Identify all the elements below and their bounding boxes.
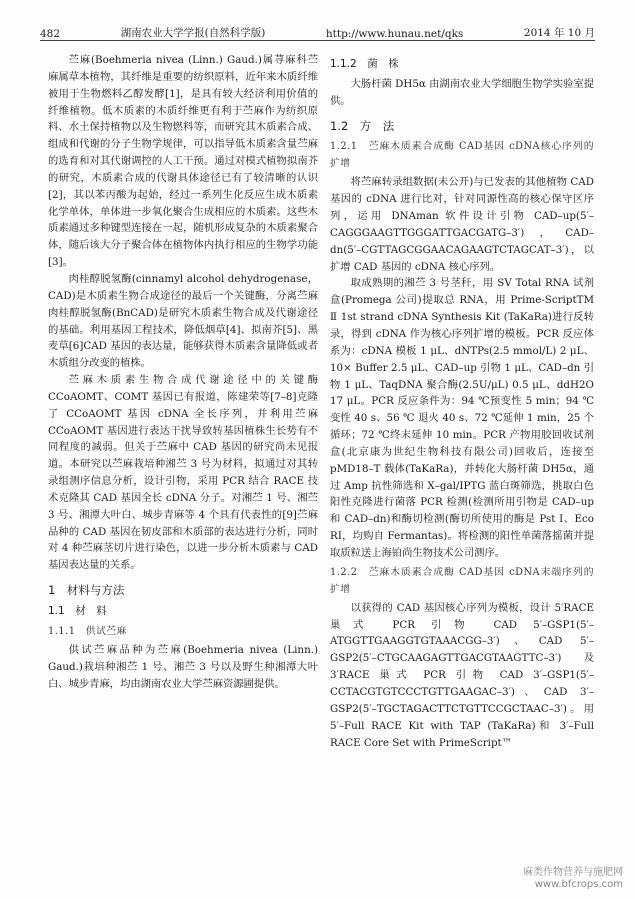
intro-paragraph-1: 苎麻(Boehmeria nivea (Linn.) Gaud.)属荨麻科苎麻属草本植物，其纤维是重要的纺织原料，近年来木质纤维被用于生物燃料乙醇发酵[1]，是具有较大经济利用价值的纤维植物。低木质素的木质纤维更有利于苎麻作为纺织原料、水土保持植物以及生物燃料等，而研究其木质素合成、组成和代谢的分子生物学规律，可以指导低木质素含量苎麻的选育和对其代谢调控的人工干预。通过对模式植物拟南芥的研究，木质素合成的代谢具体途径已有了较清晰的认识[2]，其以苯丙酸为起始，经过一系列生化反应生成木质素化学单体，单体进一步氧化聚合生成相应的木质素。这些木质素通过多种键型连接在一起，随机形成复杂的木质素聚合体，随后该大分子聚合体在植物体内执行相应的生物学功能[3]。: [48, 54, 318, 269]
watermark-line-2: www.bfcrops.com: [534, 879, 623, 890]
watermark: [523, 867, 623, 891]
paragraph-1-2-2: 以获得的 CAD 基因核心序列为模板，设计 5′RACE 巢式 PCR 引物 CAD 5′–GSP1(5′–ATGGTTGAAGGTGTAAACGG–3′)、CAD 5′–GSP2(5′–CTGCAAGAGTTGACGTAAGTTC–3′)及 3′RACE 巢式 PCR 引物 CAD 3′–GSP1(5′–CCTACGTGTCCCTGTTGAAGAC–3′)、CAD 3′–GSP2(5′–TGCTAGACTTCTGTTCCGCTAAC–3′)。用 5′–Full RACE Kit with TAP (TaKaRa)和 3′–Full RACE Core Set with PrimeScript™: [330, 601, 594, 749]
left-column: [48, 52, 318, 692]
page-header: [40, 22, 595, 41]
paragraph-1-1-2: 大肠杆菌 DH5α 由湖南农业大学细胞生物学实验室提供。: [330, 77, 594, 107]
intro-paragraph-2: 肉桂醇脱氢酶(cinnamyl alcohol dehydrogenase，CAD)是木质素生物合成途径的最后一个关键酶，分离苎麻肉桂醇脱氢酶(BnCAD)是研究木质素生物合成及代谢途径的基础。利用基因工程技术，降低烟草[4]、拟南芥[5]、黑麦草[6]CAD 基因的表达量，能够获得木质素含量降低或者木质组分改变的植株。: [48, 272, 318, 370]
page-number: 482: [40, 28, 61, 40]
paragraph-1-2-1-a: 将苎麻转录组数据(未公开)与已发表的其他植物 CAD 基因的 cDNA 进行比对，针对同源性高的核心保守区序列，运用 DNAman 软件设计引物 CAD–up(5′–CAGGGAAGTTGGGATTGACGATG–3′)，CAD–dn(5′–CGTTAGCGGAACAGAAGTCTAGCAT–3′)，以扩增 CAD 基因的 cDNA 核心序列。: [330, 176, 594, 273]
section-heading-1: 1 材料与方法: [48, 583, 125, 598]
right-column: [330, 52, 594, 751]
section-heading-1-2-1: 1.2.1 苎麻木质素合成酶 CAD基因 cDNA核心序列的扩增: [330, 141, 594, 170]
journal-name: 湖南农业大学学报(自然科学版): [120, 27, 266, 39]
paragraph-1-2-1-b: 取成熟期的湘苎 3 号茎秆，用 SV Total RNA 试剂盒(Promega 公司)提取总 RNA，用 Prime-ScriptTM Ⅱ 1st strand cDNA Synthesis Kit (TaKaRa)进行反转录，得到 cDNA 作为核心序列扩增的模板。PCR 反应体系为：cDNA 模板 1 μL、dNTPs(2.5 mmol/L) 2 μL、10× Buffer 2.5 μL、CAD–up 引物 1 μL、CAD–dn 引物 1 μL、TaqDNA 聚合酶(2.5U/μL) 0.5 μL、ddH2O 17 μL。PCR 反应条件为：94 ℃预变性 5 min；94 ℃变性 40 s、56 ℃ 退火 40 s、72 ℃延伸 1 min，25 个循环；72 ℃终末延伸 10 min。PCR 产物用胶回收试剂盒(北京康为世纪生物科技有限公司)回收后，连接至 pMD18–T 载体(TaKaRa)，并转化大肠杆菌 DH5α，通过 Amp 抗性筛选和 X–gal/IPTG 蓝白斑筛选，挑取白色阳性克隆进行菌落 PCR 检测(检测所用引物是 CAD–up 和 CAD–dn)和酶切检测(酶切所使用的酶是 Pst Ⅰ、Eco RⅠ，均购自 Fermantas)。将检测的阳性单菌落摇菌并提取质粒送上海铂尚生物技术公司测序。: [330, 277, 594, 559]
section-heading-1-1-2: 1.1.2 菌 株: [330, 58, 399, 70]
issue-date: 2014 年 10 月: [523, 27, 595, 39]
watermark-line-1: 麻类作物营养与施肥网: [523, 867, 623, 878]
section-heading-1-2-2: 1.2.2 苎麻木质素合成酶 CAD基因 cDNA末端序列的扩增: [330, 566, 594, 595]
journal-url: http://www.hunau.net/qks: [325, 28, 464, 40]
paragraph-1-1-1: 供试苎麻品种为苎麻(Boehmeria nivea (Linn.) Gaud.)栽培种湘苎 1 号、湘苎 3 号以及野生种湘潭大叶白、城步青麻，均由湖南农业大学苎麻资源圃提供。: [48, 643, 318, 690]
intro-paragraph-3: 苎麻木质素生物合成代谢途径中的关键酶 CCoAOMT、COMT 基因已有报道，陈建荣等[7–8]克隆了 CCoAOMT 基因 cDNA 全长序列，并利用苎麻 CCoAOMT 基因进行表达干扰导致转基因植株生长势有不同程度的减弱。但关于苎麻中 CAD 基因的研究尚未见报道。本研究以苎麻栽培种湘苎 3 号为材料，拟通过对其转录组测序信息分析，设计引物，采用 PCR 结合 RACE 技术克隆其 CAD 基因全长 cDNA 分子。对湘苎 1 号、湘苎 3 号、湘潭大叶白、城步青麻等 4 个具有代表性的[9]苎麻品种的 CAD 基因在韧皮部和木质部的表达进行分析，同时对 4 种苎麻茎切片进行染色，以进一步分析木质素与 CAD 基因表达量的关系。: [48, 374, 318, 572]
section-heading-1-1-1: 1.1.1 供试苎麻: [48, 625, 127, 637]
section-heading-1-1: 1.1 材 料: [48, 605, 107, 617]
section-heading-1-2: 1.2 方 法: [330, 118, 395, 133]
